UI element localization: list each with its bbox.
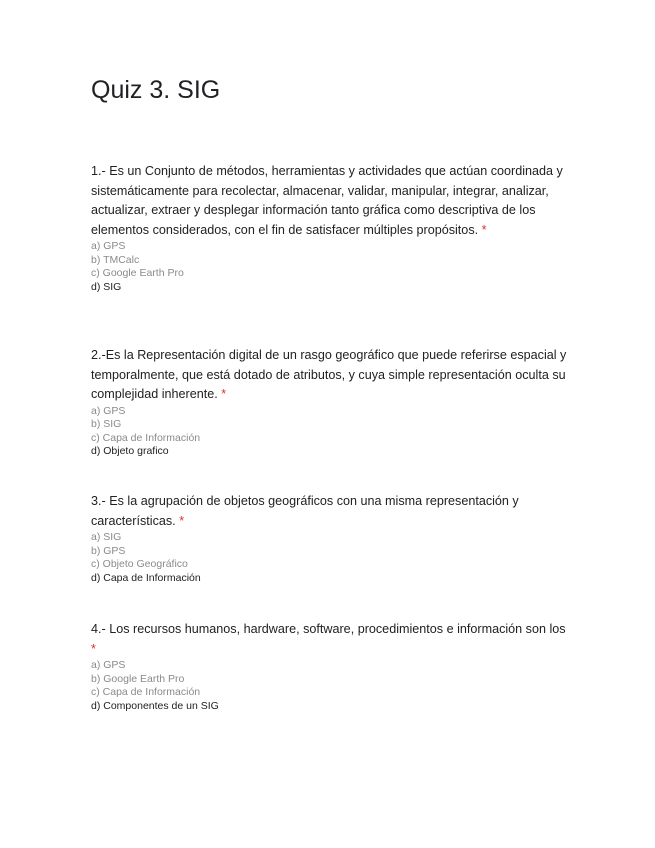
option-c[interactable]: c) Capa de Información	[91, 431, 201, 444]
required-asterisk: *	[481, 222, 487, 237]
required-asterisk: *	[91, 641, 96, 656]
option-a[interactable]: a) GPS	[91, 659, 126, 671]
options-list	[91, 240, 569, 294]
option-a[interactable]: a) GPS	[91, 240, 126, 252]
option-c[interactable]: c) Google Earth Pro	[91, 267, 184, 279]
option-b[interactable]: b) TMCalc	[91, 253, 140, 266]
question-text	[91, 346, 569, 405]
option-a[interactable]: a) SIG	[91, 531, 122, 543]
option-a[interactable]: a) GPS	[91, 404, 126, 417]
option-d-correct[interactable]: d) Capa de Información	[91, 571, 201, 584]
question-2	[91, 346, 569, 459]
required-asterisk: *	[179, 513, 185, 528]
option-b[interactable]: b) SIG	[91, 418, 122, 430]
options-list	[91, 531, 569, 585]
question-2-text: 2.-Es la Representación digital de un rasgo geográfico que puede referirse espacial y temporalmente, que está dotado de atributos, y cuya simple representación oculta su complejidad inherente.	[91, 348, 567, 401]
option-d-correct[interactable]: d) SIG	[91, 280, 122, 293]
required-asterisk: *	[221, 387, 227, 401]
option-b[interactable]: b) GPS	[91, 544, 126, 557]
options-list	[91, 659, 569, 713]
question-text	[91, 162, 569, 240]
option-d-correct[interactable]: d) Componentes de un SIG	[91, 699, 219, 712]
question-1-text: 1.- Es un Conjunto de métodos, herramientas y actividades que actúan coordinada y sistemáticamente para recolectar, almacenar, validar, manipular, integrar, analizar, actualizar, extraer y desplegar información tanto gráfica como descriptiva de los elementos considerados, con el fin de satisfacer múltiples propósitos.	[91, 164, 563, 237]
option-c[interactable]: c) Capa de Información	[91, 686, 201, 698]
options-list	[91, 405, 569, 459]
question-4	[91, 620, 569, 713]
question-text	[91, 620, 569, 659]
page-title: Quiz 3. SIG	[91, 76, 221, 104]
question-4-text: 4.- Los recursos humanos, hardware, software, procedimientos e información son los	[91, 622, 566, 636]
question-text	[91, 492, 569, 531]
option-c[interactable]: c) Objeto Geográfico	[91, 558, 188, 570]
question-3	[91, 492, 569, 585]
option-d-correct[interactable]: d) Objeto grafico	[91, 445, 169, 457]
option-b[interactable]: b) Google Earth Pro	[91, 672, 185, 685]
question-1	[91, 162, 569, 294]
question-3-text: 3.- Es la agrupación de objetos geográficos con una misma representación y características.	[91, 494, 519, 528]
